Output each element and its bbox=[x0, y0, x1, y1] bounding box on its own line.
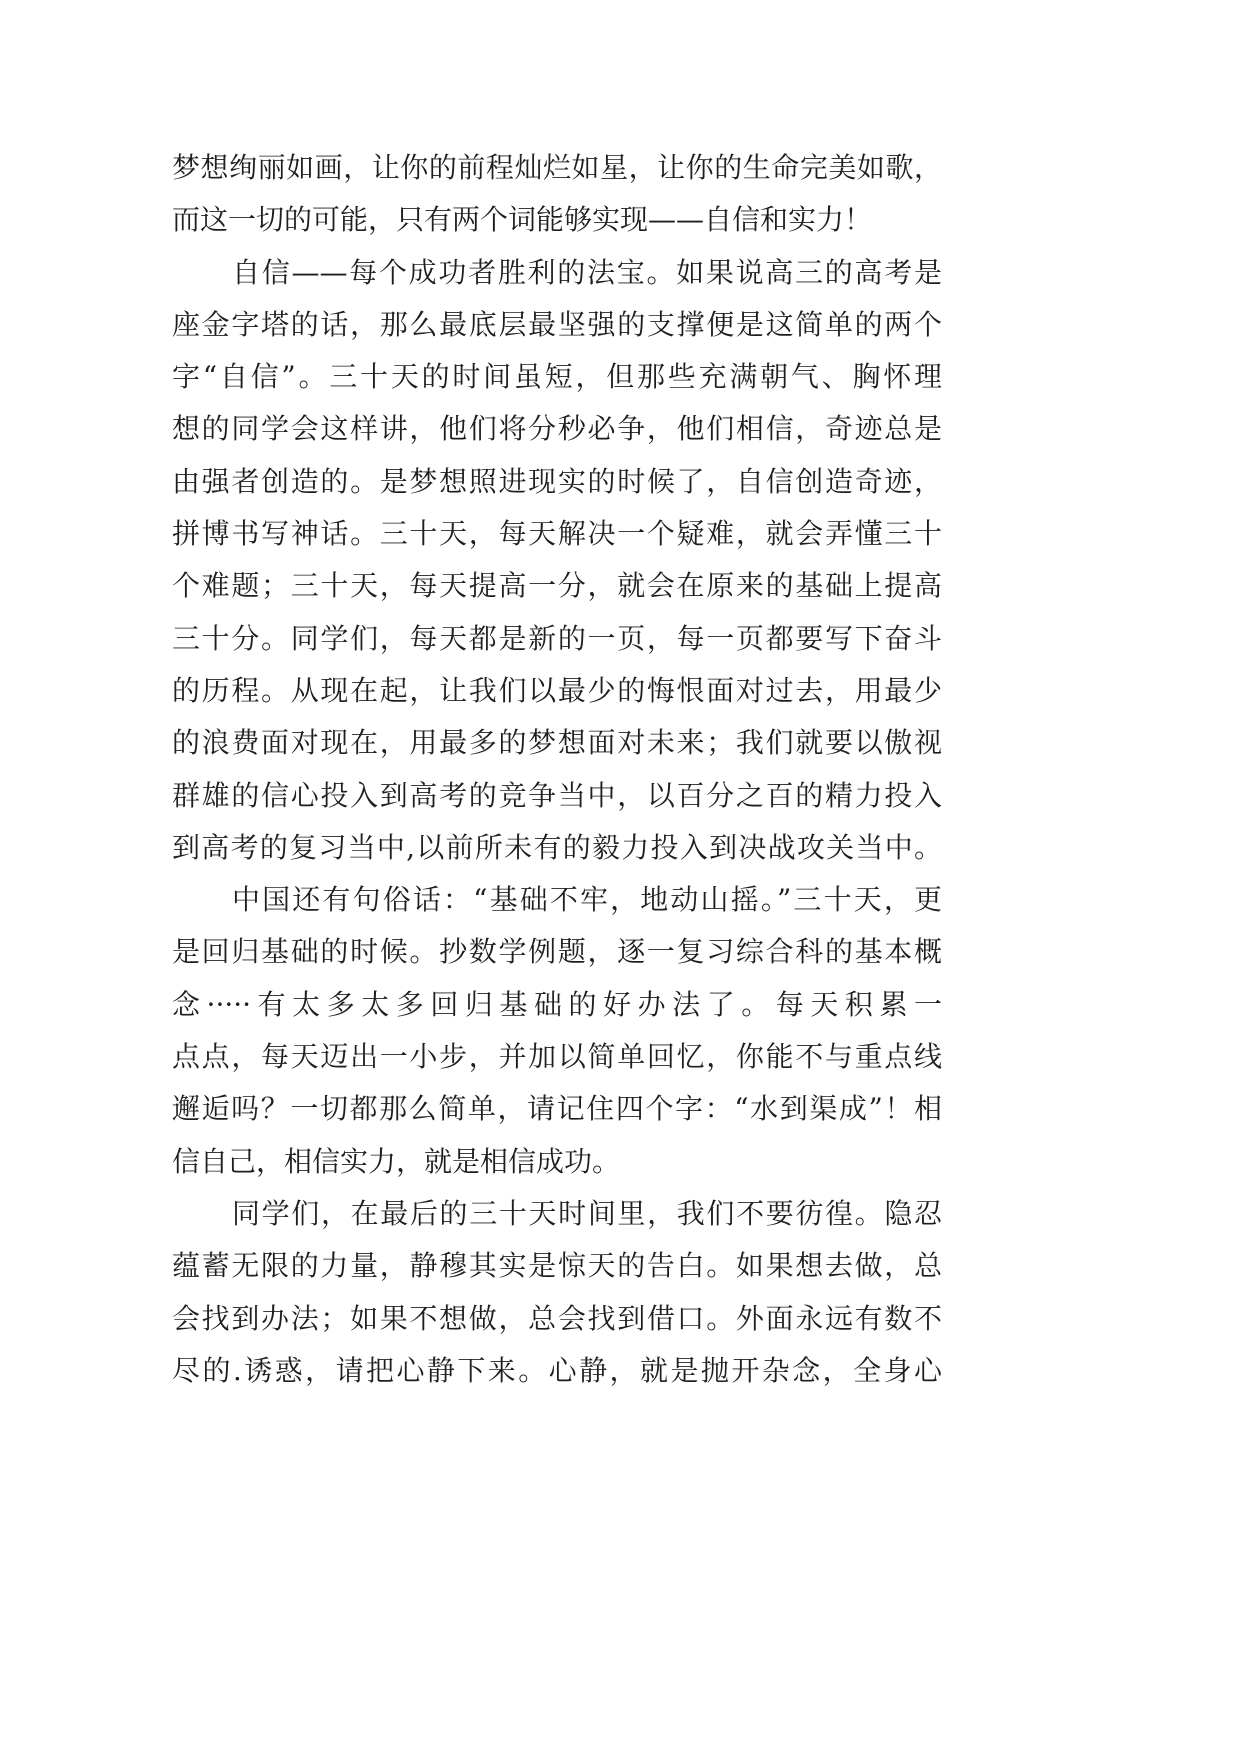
text-line: 到高考的复习当中,以前所未有的毅力投入到决战攻关当中。 bbox=[172, 830, 942, 864]
text-line: 拼博书写神话。三十天，每天解决一个疑难，就会弄懂三十 bbox=[172, 517, 942, 551]
text-line: 群雄的信心投入到高考的竞争当中，以百分之百的精力投入 bbox=[172, 778, 942, 812]
text-line: 而这一切的可能，只有两个词能够实现——自信和实力！ bbox=[172, 203, 873, 237]
text-line: 字“自信”。三十天的时间虽短，但那些充满朝气、胸怀理 bbox=[172, 360, 942, 394]
paragraph-4 bbox=[172, 1188, 942, 1397]
text-line: 尽的.诱惑，请把心静下来。心静，就是抛开杂念，全身心 bbox=[172, 1353, 942, 1387]
text-line: 蕴蓄无限的力量，静穆其实是惊天的告白。如果想去做，总 bbox=[172, 1249, 942, 1283]
text-line: 是回归基础的时候。抄数学例题，逐一复习综合科的基本概 bbox=[172, 935, 942, 969]
text-line: 信自己，相信实力，就是相信成功。 bbox=[172, 1144, 621, 1178]
paragraph-3 bbox=[172, 874, 942, 1188]
text-line: 三十分。同学们，每天都是新的一页，每一页都要写下奋斗 bbox=[172, 621, 942, 655]
text-line: 想的同学会这样讲，他们将分秒必争，他们相信，奇迹总是 bbox=[172, 412, 942, 446]
text-line: 梦想绚丽如画，让你的前程灿烂如星，让你的生命完美如歌， bbox=[172, 151, 942, 184]
text-line: 座金字塔的话，那么最底层最坚强的支撑便是这简单的两个 bbox=[172, 307, 942, 341]
text-line: 中国还有句俗话：“基础不牢，地动山摇。”三十天，更 bbox=[232, 883, 942, 917]
text-line: 邂逅吗？一切都那么简单，请记住四个字：“水到渠成”！相 bbox=[172, 1092, 942, 1126]
text-line: 点点，每天迈出一小步，并加以简单回忆，你能不与重点线 bbox=[172, 1040, 942, 1074]
text-line: 个难题；三十天，每天提高一分，就会在原来的基础上提高 bbox=[172, 569, 942, 603]
text-line: 同学们，在最后的三十天时间里，我们不要彷徨。隐忍 bbox=[232, 1196, 942, 1230]
paragraph-1 bbox=[172, 142, 942, 247]
text-line: 会找到办法；如果不想做，总会找到借口。外面永远有数不 bbox=[172, 1301, 942, 1335]
text-line: 的历程。从现在起，让我们以最少的悔恨面对过去，用最少 bbox=[172, 673, 942, 707]
paragraph-2 bbox=[172, 247, 942, 875]
text-line: 念·····有太多太多回归基础的好办法了。每天积累一 bbox=[172, 987, 942, 1021]
body-text bbox=[172, 142, 942, 1397]
text-line: 自信——每个成功者胜利的法宝。如果说高三的高考是 bbox=[232, 255, 942, 289]
text-line: 的浪费面对现在，用最多的梦想面对未来；我们就要以傲视 bbox=[172, 726, 942, 760]
text-line: 由强者创造的。是梦想照进现实的时候了，自信创造奇迹， bbox=[172, 464, 942, 498]
